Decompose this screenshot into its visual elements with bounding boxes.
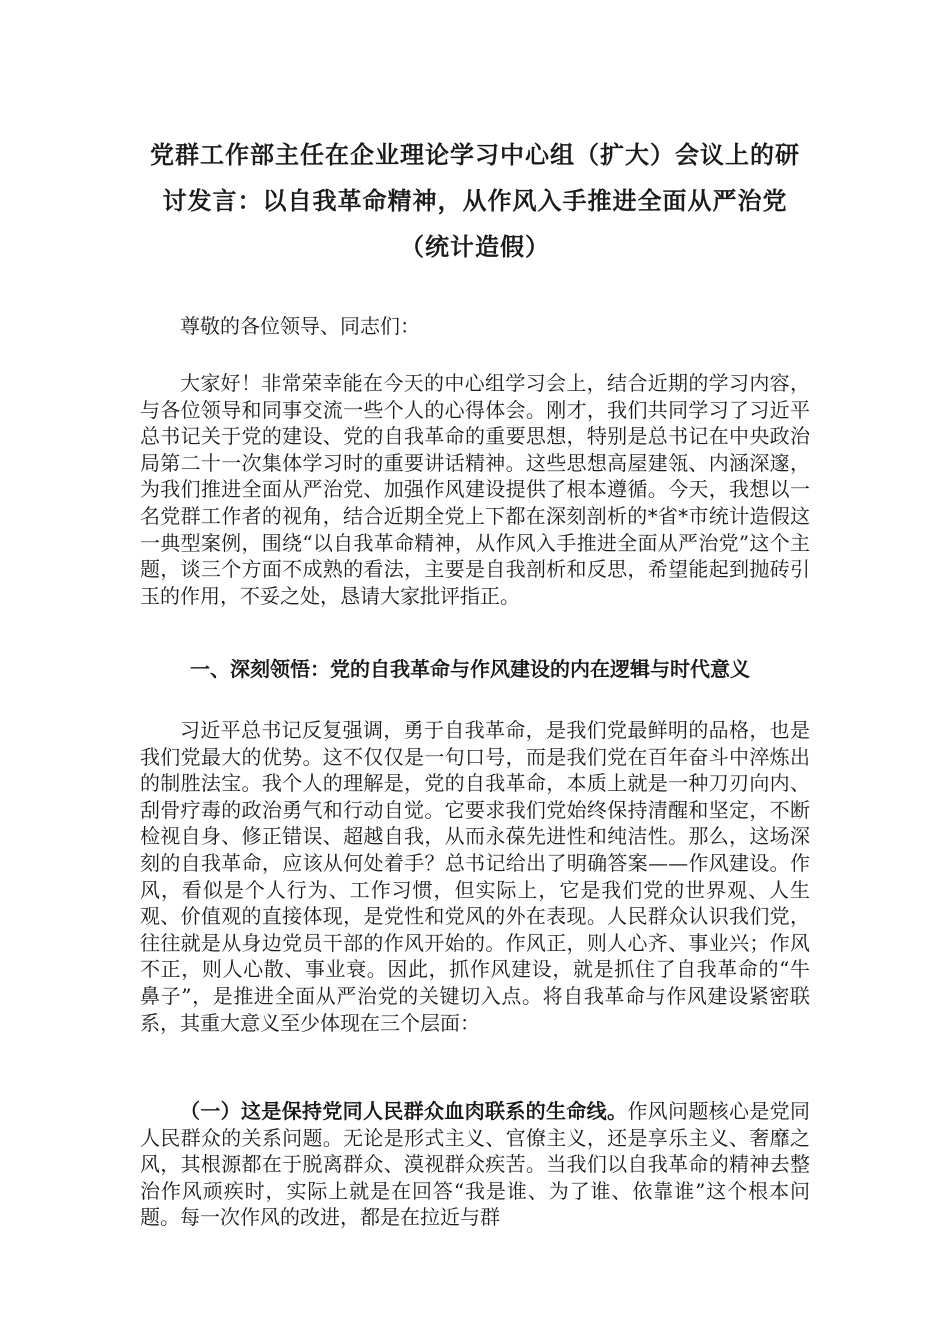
subsection-1-text: 作风问题核心是党同人民群众的关系问题。无论是形式主义、官僚主义，还是享乐主义、奢靡之风，其根源都在于脱离群众、漠视群众疾苦。当我们以自我革命的精神去整治作风顽疾时，实际上就是在回答“我是谁、为了谁、依靠谁”这个根本问题。每一次作风的改进，都是在拉近与群	[140, 1099, 811, 1230]
intro-paragraph: 大家好！非常荣幸能在今天的中心组学习会上，结合近期的学习内容，与各位领导和同事交流一些个人的心得体会。刚才，我们共同学习了习近平总书记关于党的建设、党的自我革命的重要思想，特别是总书记在中央政治局第二十一次集体学习时的重要讲话精神。这些思想高屋建瓴、内涵深邃，为我们推进全面从严治党、加强作风建设提供了根本遵循。今天，我想以一名党群工作者的视角，结合近期全党上下都在深刻剖析的*省*市统计造假这一典型案例，围绕“以自我革命精神，从作风入手推进全面从严治党”这个主题，谈三个方面不成熟的看法，主要是自我剖析和反思，希望能起到抛砖引玉的作用，不妥之处，恳请大家批评指正。	[140, 371, 810, 608]
document-title: 党群工作部主任在企业理论学习中心组（扩大）会议上的研讨发言：以自我革命精神，从作风入手推进全面从严治党（统计造假）	[150, 140, 800, 261]
section-1-heading: 一、深刻领悟：党的自我革命与作风建设的内在逻辑与时代意义	[190, 657, 750, 681]
section-1-paragraph: 习近平总书记反复强调，勇于自我革命，是我们党最鲜明的品格，也是我们党最大的优势。这不仅仅是一句口号，而是我们党在百年奋斗中淬炼出的制胜法宝。我个人的理解是，党的自我革命，本质上就是一种刀刃向内、刮骨疗毒的政治勇气和行动自觉。它要求我们党始终保持清醒和坚定，不断检视自身、修正错误、超越自我，从而永葆先进性和纯洁性。那么，这场深刻的自我革命，应该从何处着手？总书记给出了明确答案——作风建设。作风，看似是个人行为、工作习惯，但实际上，它是我们党的世界观、人生观、价值观的直接体现，是党性和党风的外在表现。人民群众认识我们党，往往就是从身边党员干部的作风开始的。作风正，则人心齐、事业兴；作风不正，则人心散、事业衰。因此，抓作风建设，就是抓住了自我革命的“牛鼻子”，是推进全面从严治党的关键切入点。将自我革命与作风建设紧密联系，其重大意义至少体现在三个层面：	[140, 718, 810, 1035]
salutation: 尊敬的各位领导、同志们：	[180, 314, 420, 338]
subsection-1-lead: （一）这是保持党同人民群众血肉联系的生命线。	[180, 1099, 628, 1123]
subsection-1-paragraph	[140, 1098, 810, 1231]
